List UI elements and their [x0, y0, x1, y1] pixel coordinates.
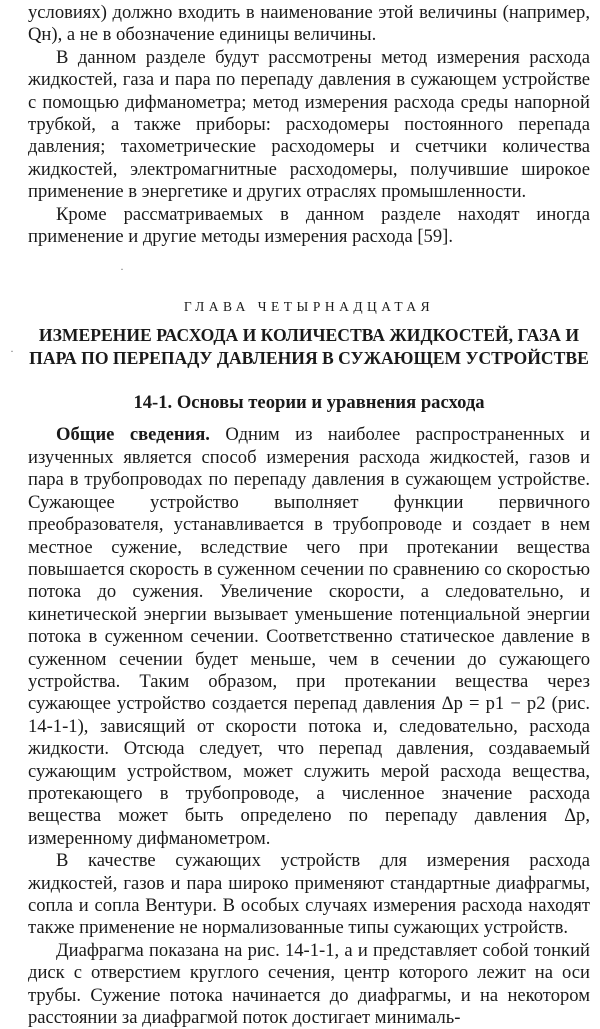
paragraph-other-methods: Кроме рассматриваемых в данном разделе находят иногда применение и другие методы измерения расхода [59].	[28, 203, 590, 248]
paragraph-section-overview: В данном разделе будут рассмотрены метод измерения расхода жидкостей, газа и пара по перепаду давления в сужающем устройстве с помощью дифманометра; метод измерения расхода среды напорной трубкой, а также приборы: расходомеры постоянного перепада давления; тахометрические расходомеры и счетчики количества жидкостей, электромагнитные расходомеры, получившие широкое применение в энергетике и других отраслях промышленности.	[28, 46, 590, 203]
paragraph-continuation: условиях) должно входить в наименование этой величины (например, Qн), а не в обозначение единицы величины.	[28, 2, 590, 46]
chapter-title: ИЗМЕРЕНИЕ РАСХОДА И КОЛИЧЕСТВА ЖИДКОСТЕЙ, ГАЗА И ПАРА ПО ПЕРЕПАДУ ДАВЛЕНИЯ В СУЖАЮЩЕМ УСТРОЙСТВЕ	[29, 325, 589, 369]
paragraph-lead: Общие сведения.	[56, 424, 210, 446]
paragraph-diaphragm: Диафрагма показана на рис. 14-1-1, а и представляет собой тонкий диск с отверстием круглого сечения, центр которого лежит на оси трубы. Сужение потока начинается до диафрагмы, и на некотором расстоянии за диафрагмой поток достигает минималь-	[28, 939, 590, 1029]
paragraph-restriction-devices: В качестве сужающих устройств для измерения расхода жидкостей, газов и пара широко применяют стандартные диафрагмы, сопла и сопла Вентури. В особых случаях измерения расхода находят также применение не нормализованные типы сужающих устройств.	[28, 850, 590, 939]
paragraph-general-info	[28, 424, 590, 850]
section-title: 14-1. Основы теории и уравнения расхода	[133, 392, 485, 414]
paragraph-general-info-text: Одним из наиболее распространенных и изученных является способ измерения расхода жидкостей, газов и пара в трубопроводах по перепаду давления в сужающем устройстве. Сужающее устройство выполняет функции первичного преобразователя, устанавливается в трубопроводе и создает в нем местное сужение, вследствие чего при протекании вещества повышается скорость в суженном сечении по сравнению со скоростью потока до сужения. Увеличение скорости, а следовательно, и кинетической энергии вызывает уменьшение потенциальной энергии потока в суженном сечении. Соответственно статическое давление в суженном сечении будет меньше, чем в сечении до сужающего устройства. Таким образом, при протекании вещества через сужающее устройство создается перепад давления Δp = p1 − p2 (рис. 14-1-1), зависящий от скорости потока и, следовательно, расхода жидкости. Отсюда следует, что перепад давления, создаваемый сужающим устройством, может служить мерой расхода вещества, протекающего в трубопроводе, а численное значение расхода вещества может быть определено по перепаду давления Δp, измеренному дифманометром.	[28, 424, 590, 849]
chapter-label: ГЛАВА ЧЕТЫРНАДЦАТАЯ	[183, 299, 435, 315]
scan-speck: ·	[10, 344, 14, 358]
scan-speck: ·	[120, 262, 124, 276]
